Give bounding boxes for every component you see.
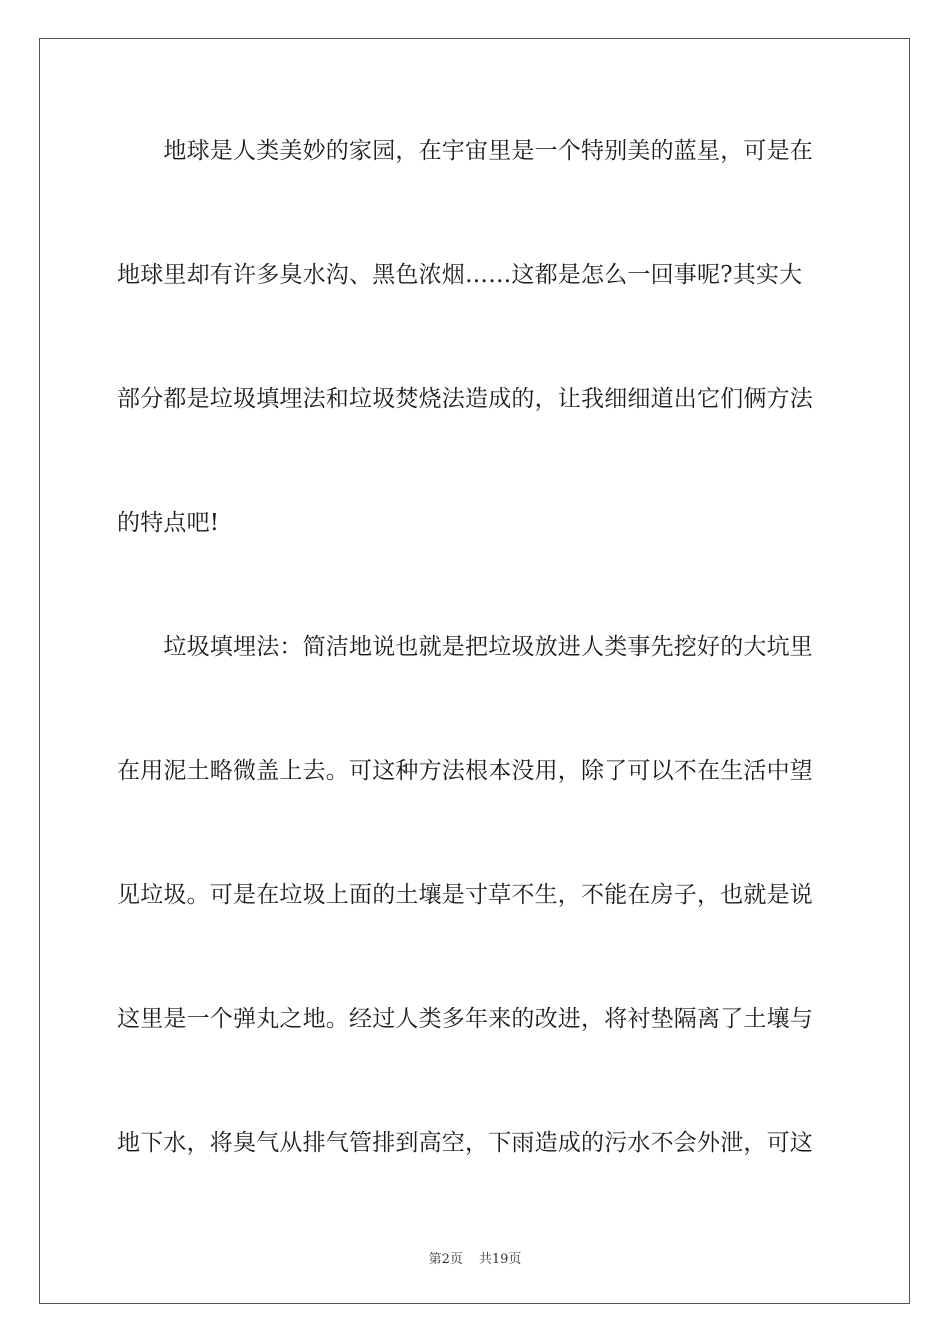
text-line: 在用泥土略微盖上去。可这种方法根本没用，除了可以不在生活中望: [117, 758, 813, 784]
page-total: 共19页: [478, 1252, 522, 1267]
page-footer: [0, 1248, 950, 1267]
text-line: 这里是一个弹丸之地。经过人类多年来的改进，将衬垫隔离了土壤与: [117, 1006, 813, 1032]
text-line: 部分都是垃圾填埋法和垃圾焚烧法造成的，让我细细道出它们俩方法: [117, 386, 813, 412]
text-line: 垃圾填埋法：简洁地说也就是把垃圾放进人类事先挖好的大坑里: [117, 634, 813, 660]
page-frame: [39, 38, 910, 1304]
text-line: 地球里却有许多臭水沟、黑色浓烟……这都是怎么一回事呢?其实大: [117, 262, 803, 288]
text-line: 地下水，将臭气从排气管排到高空，下雨造成的污水不会外泄，可这: [117, 1130, 813, 1156]
text-line: 的特点吧!: [117, 510, 220, 536]
text-line: 见垃圾。可是在垃圾上面的土壤是寸草不生，不能在房子，也就是说: [117, 882, 813, 908]
text-line: 地球是人类美妙的家园，在宇宙里是一个特别美的蓝星，可是在: [117, 138, 813, 164]
page-number: 第2页: [428, 1252, 463, 1267]
